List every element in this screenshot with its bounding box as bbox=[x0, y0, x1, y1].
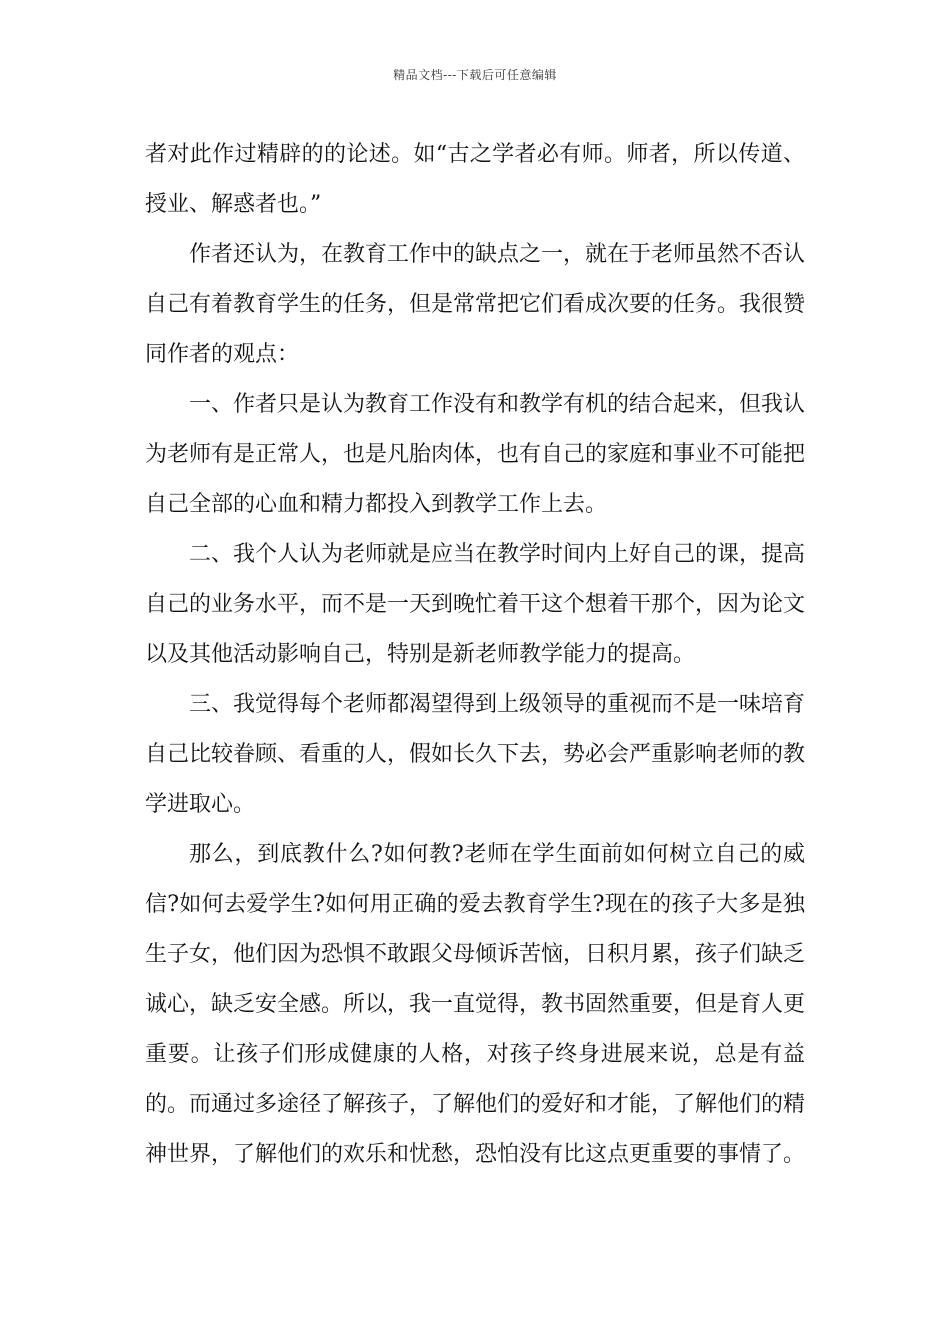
page-header: 精品文档---下载后可任意编辑 bbox=[393, 68, 557, 82]
paragraph-point-two: 二、我个人认为老师就是应当在教学时间内上好自己的课，提高自己的业务水平，而不是一天到晚忙着干这个想着干那个，因为论文以及其他活动影响自己，特别是新老师教学能力的提高。 bbox=[145, 542, 806, 667]
paragraph-point-three: 三、我觉得每个老师都渴望得到上级领导的重视而不是一味培育自己比较眷顾、看重的人，假如长久下去，势必会严重影响老师的教学进取心。 bbox=[145, 692, 806, 817]
paragraph-author-view: 作者还认为，在教育工作中的缺点之一，就在于老师虽然不否认自己有着教育学生的任务，但是常常把它们看成次要的任务。我很赞同作者的观点： bbox=[145, 242, 806, 367]
paragraph-conclusion: 那么，到底教什么?如何教?老师在学生面前如何树立自己的威信?如何去爱学生?如何用正确的爱去教育学生?现在的孩子大多是独生子女，他们因为恐惧不敢跟父母倾诉苦恼，日积月累，孩子们缺乏诚心，缺乏安全感。所以，我一直觉得，教书固然重要，但是育人更重要。让孩子们形成健康的人格，对孩子终身进展来说，总是有益的。而通过多途径了解孩子，了解他们的爱好和才能，了解他们的精神世界，了解他们的欢乐和忧愁，恐怕没有比这点更重要的事情了。 bbox=[145, 842, 806, 1167]
paragraph-point-one: 一、作者只是认为教育工作没有和教学有机的结合起来，但我认为老师有是正常人，也是凡胎肉体，也有自己的家庭和事业不可能把自己全部的心血和精力都投入到教学工作上去。 bbox=[145, 392, 806, 517]
paragraph-continuation: 者对此作过精辟的的论述。如“古之学者必有师。师者，所以传道、授业、解惑者也。” bbox=[145, 142, 805, 217]
document-body bbox=[145, 130, 805, 1180]
